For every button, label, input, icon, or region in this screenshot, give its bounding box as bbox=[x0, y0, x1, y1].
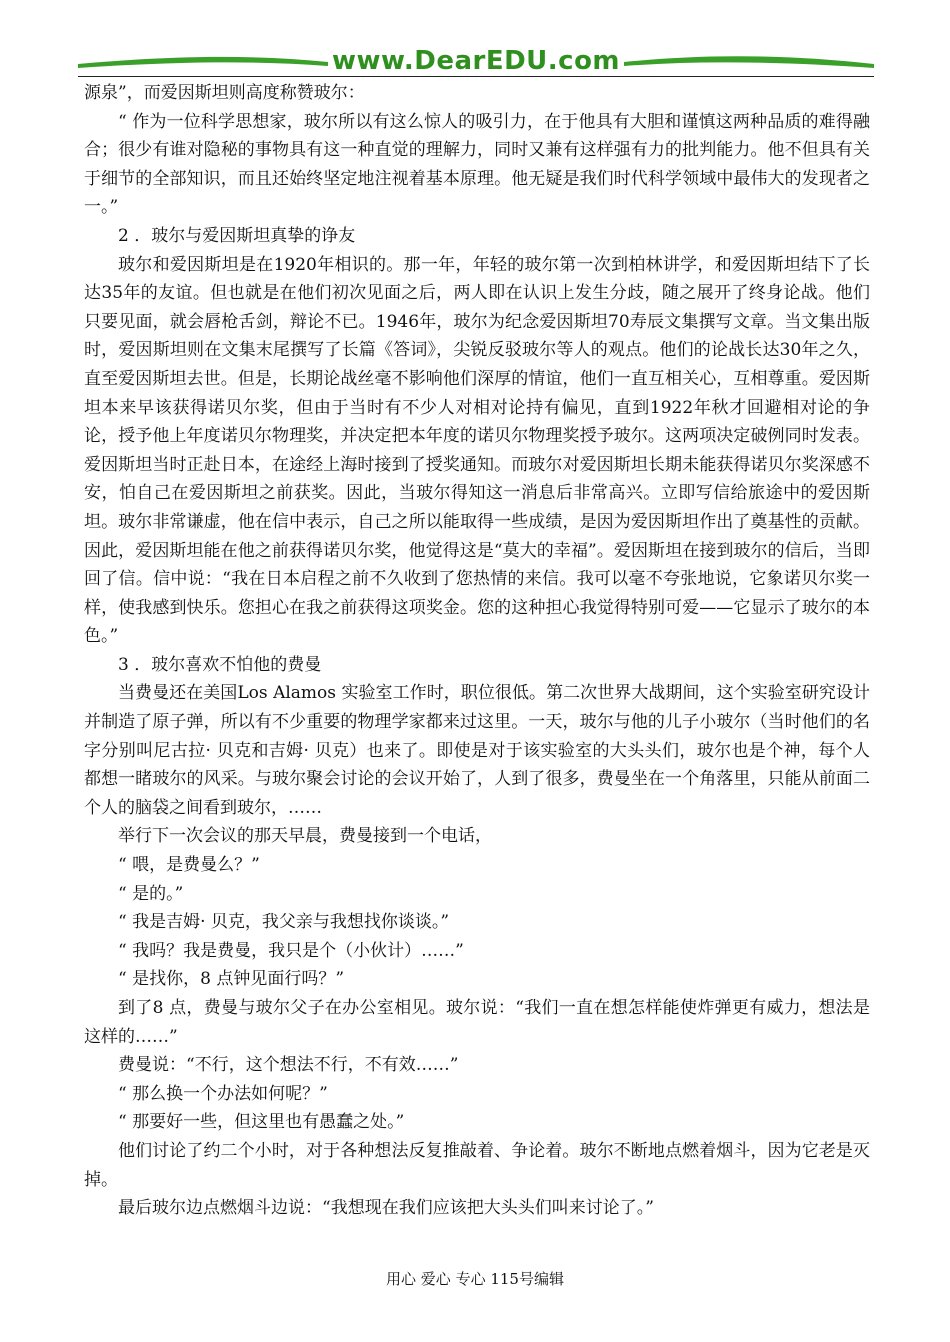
paragraph: 最后玻尔边点燃烟斗边说：“我想现在我们应该把大头头们叫来讨论了。” bbox=[118, 1198, 654, 1219]
paragraph: “ 作为一位科学思想家，玻尔所以有这么惊人的吸引力，在于他具有大胆和谨慎这两种品质的难得融合；很少有谁对隐秘的事物具有这一种直觉的理解力，同时又兼有这样强有力的批判能力。他不但具有关于细节的全部知识，而且还始终坚定地注视着基本原理。他无疑是我们时代科学领域中最伟大的发现者之一。” bbox=[84, 111, 870, 218]
paragraph: 2 ．玻尔与爱因斯坦真挚的诤友 bbox=[118, 225, 356, 246]
site-header bbox=[78, 42, 874, 80]
paragraph: 费曼说：“不行，这个想法不行，不有效……” bbox=[118, 1055, 459, 1076]
paragraph: 源泉”，而爱因斯坦则高度称赞玻尔： bbox=[84, 83, 365, 103]
site-logo-text: www.DearEDU.com bbox=[331, 46, 621, 76]
paragraph: “ 是找你，8 点钟见面行吗？” bbox=[118, 969, 345, 990]
paragraph: 3 ．玻尔喜欢不怕他的费曼 bbox=[118, 654, 322, 675]
article-body bbox=[84, 79, 870, 1223]
paragraph: 到了8 点，费曼与玻尔父子在办公室相见。玻尔说：“我们一直在想怎样能使炸弹更有威力，想法是这样的……” bbox=[84, 998, 870, 1047]
paragraph: “ 是的。” bbox=[118, 883, 184, 904]
paragraph: 玻尔和爱因斯坦是在1920年相识的。那一年，年轻的玻尔第一次到柏林讲学，和爱因斯坦结下了长达35年的友谊。但也就是在他们初次见面之后，两人即在认识上发生分歧，随之展开了终身论战。他们只要见面，就会唇枪舌剑，辩论不已。1946年，玻尔为纪念爱因斯坦70寿辰文集撰写文章。当文集出版时，爱因斯坦则在文集末尾撰写了长篇《答词》，尖锐反驳玻尔等人的观点。他们的论战长达30年之久，直至爱因斯坦去世。但是，长期论战丝毫不影响他们深厚的情谊，他们一直互相关心，互相尊重。爱因斯坦本来早该获得诺贝尔奖，但由于当时有不少人对相对论持有偏见，直到1922年秋才回避相对论的争论，授予他上年度诺贝尔物理奖，并决定把本年度的诺贝尔物理奖授予玻尔。这两项决定破例同时发表。爱因斯坦当时正赴日本，在途经上海时接到了授奖通知。而玻尔对爱因斯坦长期未能获得诺贝尔奖深感不安，怕自己在爱因斯坦之前获奖。因此，当玻尔得知这一消息后非常高兴。立即写信给旅途中的爱因斯坦。玻尔非常谦虚，他在信中表示，自己之所以能取得一些成绩，是因为爱因斯坦作出了奠基性的贡献。因此，爱因斯坦能在他之前获得诺贝尔奖，他觉得这是“莫大的幸福”。爱因斯坦在接到玻尔的信后，当即回了信。信中说：“我在日本启程之前不久收到了您热情的来信。我可以毫不夸张地说，它象诺贝尔奖一样，使我感到快乐。您担心在我之前获得这项奖金。您的这种担心我觉得特别可爱——它显示了玻尔的本色。” bbox=[84, 254, 870, 647]
paragraph: 当费曼还在美国Los Alamos 实验室工作时，职位很低。第二次世界大战期间，这个实验室研究设计并制造了原子弹，所以有不少重要的物理学家都来过这里。一天，玻尔与他的儿子小玻尔（当时他们的名字分别叫尼古拉· 贝克和吉姆· 贝克）也来了。即使是对于该实验室的大头头们，玻尔也是个神，每个人都想一睹玻尔的风采。与玻尔聚会讨论的会议开始了，人到了很多，费曼坐在一个角落里，只能从前面二个人的脑袋之间看到玻尔，…… bbox=[84, 683, 870, 818]
paragraph: “ 喂，是费曼么？” bbox=[118, 855, 260, 876]
page-footer: 用心 爱心 专心 115号编辑 bbox=[386, 1270, 564, 1288]
paragraph: 举行下一次会议的那天早晨，费曼接到一个电话， bbox=[118, 826, 492, 847]
header-rule bbox=[78, 76, 874, 77]
paragraph: “ 我是吉姆· 贝克，我父亲与我想找你谈谈。” bbox=[118, 912, 450, 933]
paragraph: “ 我吗？我是费曼，我只是个（小伙计）……” bbox=[118, 940, 464, 961]
paragraph: “ 那要好一些，但这里也有愚蠢之处。” bbox=[118, 1112, 405, 1133]
paragraph: “ 那么换一个办法如何呢？” bbox=[118, 1083, 328, 1104]
paragraph: 他们讨论了约二个小时，对于各种想法反复推敲着、争论着。玻尔不断地点燃着烟斗，因为它老是灭掉。 bbox=[84, 1140, 870, 1190]
